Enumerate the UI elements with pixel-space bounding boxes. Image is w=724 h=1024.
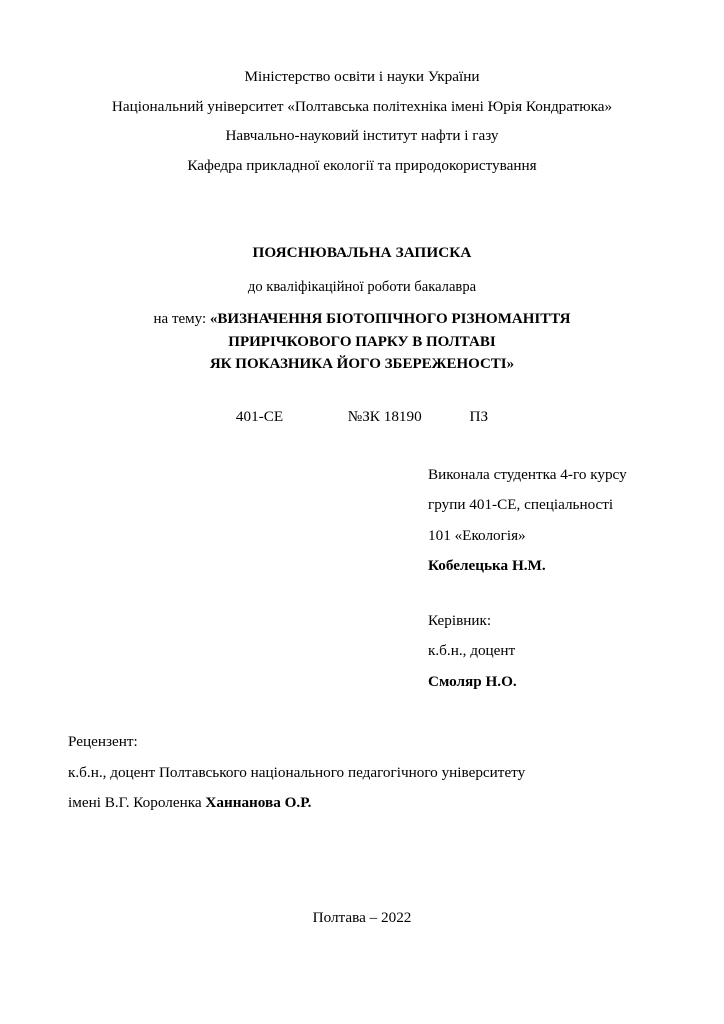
reviewer-line-1: к.б.н., доцент Полтавського національного педагогічного університету <box>68 763 526 781</box>
spacer-after-supervisor <box>68 697 656 727</box>
document-codes <box>68 406 656 428</box>
doc-type-code: ПЗ <box>469 407 489 425</box>
supervisor-degree: к.б.н., доцент <box>428 642 516 659</box>
spacer-after-header <box>68 180 656 242</box>
author-block <box>428 460 656 582</box>
group-code: 401-СЕ <box>235 407 284 425</box>
supervisor-block <box>428 606 656 698</box>
place-year-footer: Полтава – 2022 <box>312 908 412 926</box>
supervisor-label: Керівник: <box>428 611 492 629</box>
reviewer-name: Ханнанова О.Р. <box>205 794 312 811</box>
topic-first-line <box>68 308 656 331</box>
institute-line: Навчально-науковий інститут нафти і газу <box>225 127 499 144</box>
spacer-after-subtitle <box>68 298 656 308</box>
spacer-before-footer <box>68 819 656 909</box>
record-code: №ЗК 18190 <box>347 407 422 425</box>
topic-prefix: на тему: <box>153 311 207 327</box>
ministry-line: Міністерство освіти і науки України <box>244 68 480 85</box>
author-line-1: Виконала студентка 4-го курсу <box>428 465 627 483</box>
author-line-3: 101 «Екологія» <box>428 526 526 544</box>
topic-line-2: ПРИРІЧКОВОГО ПАРКУ В ПОЛТАВІ <box>228 333 496 350</box>
reviewer-block <box>68 727 656 819</box>
spacer-after-author <box>68 582 656 606</box>
author-name: Кобелецька Н.М. <box>428 557 546 574</box>
reviewer-label: Рецензент: <box>68 733 138 750</box>
spacer-after-title <box>68 264 656 276</box>
department-line: Кафедра прикладної екології та природокористування <box>187 156 537 174</box>
reviewer-line-2 <box>68 788 656 819</box>
spacer-after-codes <box>68 428 656 460</box>
supervisor-name: Смоляр Н.О. <box>428 672 517 690</box>
document-subtitle: до кваліфікаційної роботи бакалавра <box>247 279 477 295</box>
document-title: ПОЯСНЮВАЛЬНА ЗАПИСКА <box>252 244 472 261</box>
university-line: Національний університет «Полтавська політехніка імені Юрія Кондратюка» <box>111 97 613 115</box>
spacer-after-topic <box>68 376 656 406</box>
thesis-topic <box>68 308 656 376</box>
topic-line-3: ЯК ПОКАЗНИКА ЙОГО ЗБЕРЕЖЕНОСТІ» <box>209 356 515 372</box>
institution-header <box>68 62 656 180</box>
author-line-2: групи 401-СЕ, спеціальності <box>428 496 614 513</box>
reviewer-line-2-prefix: імені В.Г. Короленка <box>68 794 206 811</box>
topic-line-1: «ВИЗНАЧЕННЯ БІОТОПІЧНОГО РІЗНОМАНІТТЯ <box>209 311 571 327</box>
